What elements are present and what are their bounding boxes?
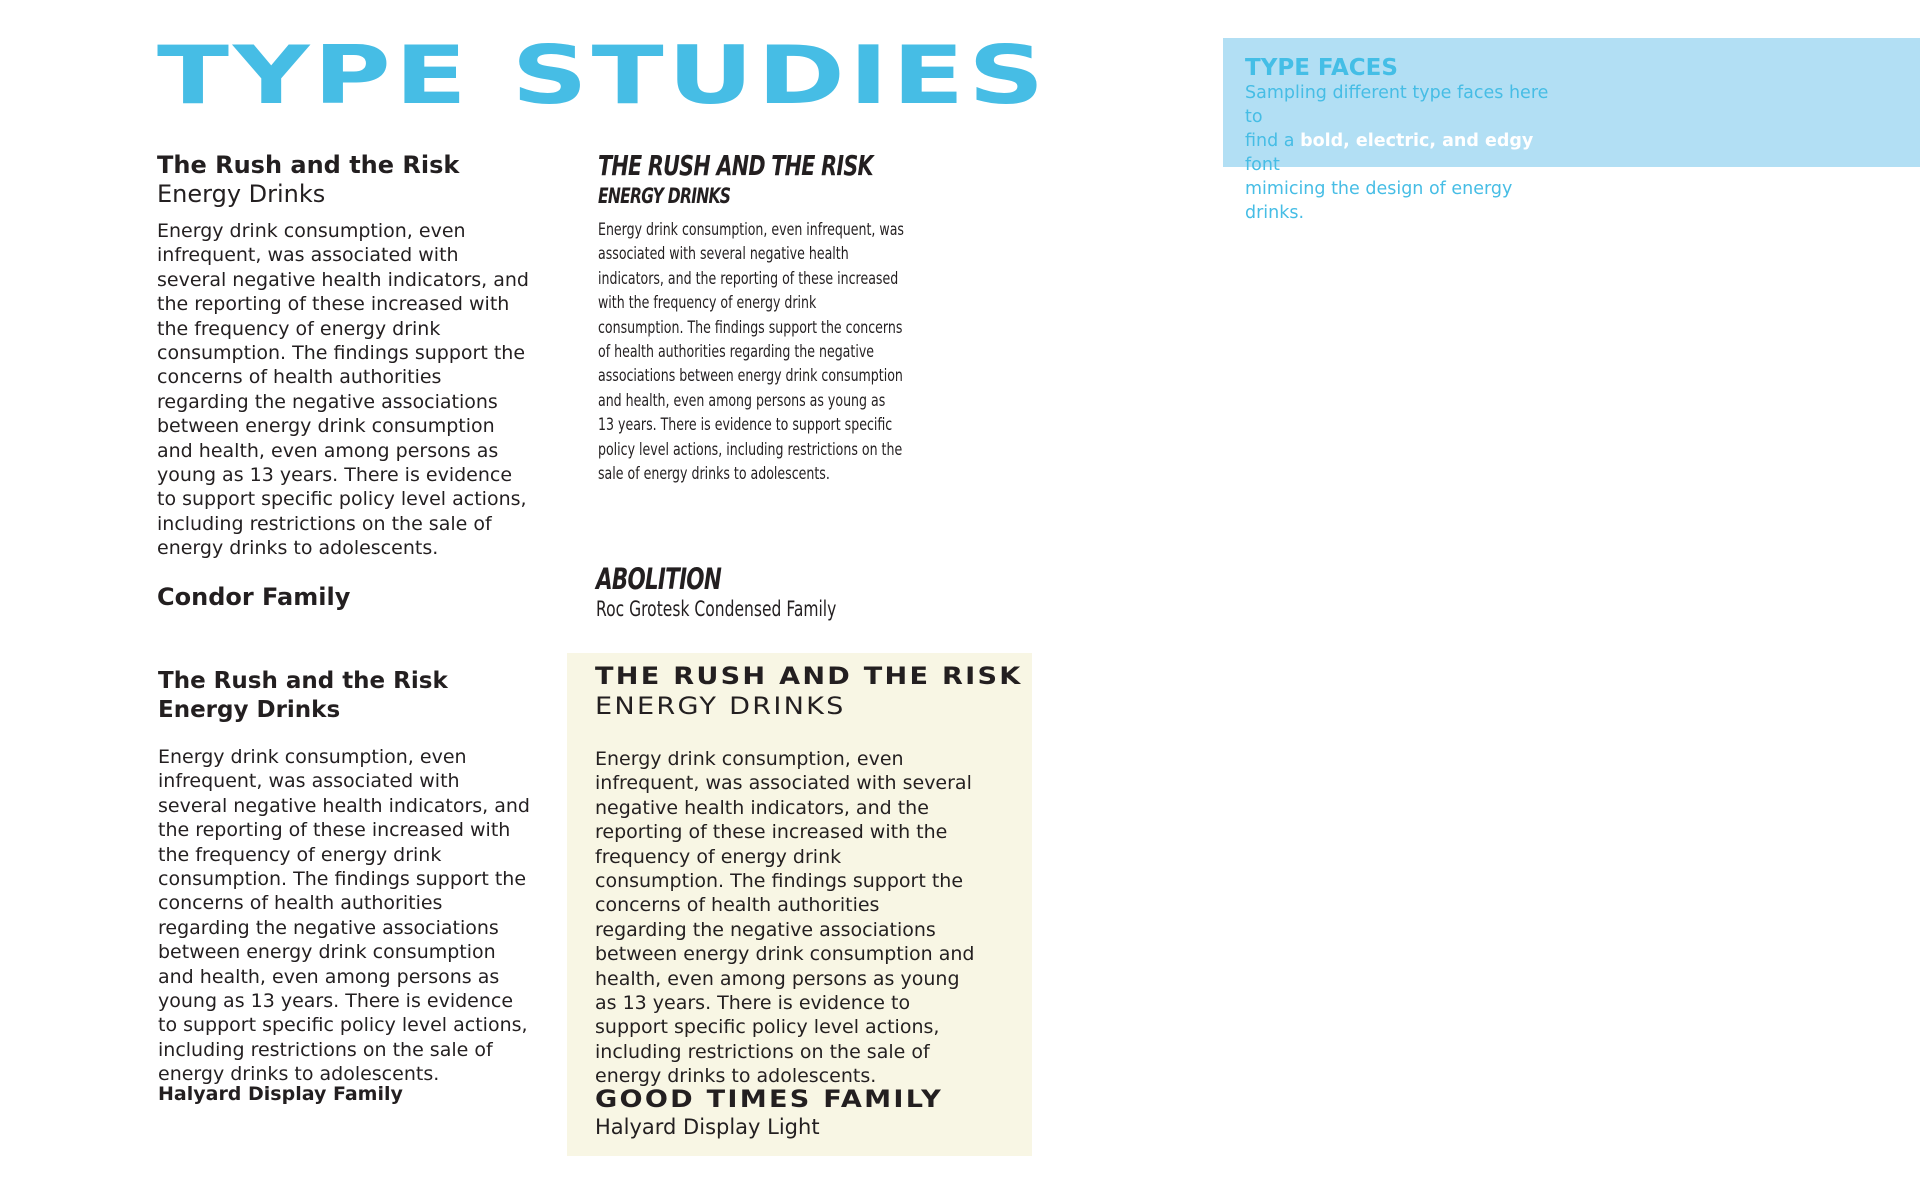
- halyard-body: Energy drink consumption, even infrequent, was associated with several negative health indicators, and the reporting of these increased with the frequency of energy drink consumption. The findings support the concerns of health authorities regarding the negative associations between energy drink consumption and health, even among persons as young as 13 years. There is evidence to support specific policy level actions, including restrictions on the sale of energy drinks to adolescents.: [158, 746, 530, 1086]
- halyard-heading: [158, 667, 530, 725]
- halyard-heading-title: The Rush and the Risk: [158, 668, 448, 694]
- note-line-1: Sampling different type faces here to: [1245, 83, 1549, 128]
- condor-heading-sub: Energy Drinks: [157, 180, 326, 208]
- abolition-sample: [598, 150, 905, 486]
- abolition-heading-sub: ENERGY DRINKS: [598, 184, 731, 208]
- halyard-sample: [158, 667, 530, 1087]
- abolition-family-sub: Roc Grotesk Condensed Family: [596, 597, 837, 621]
- abolition-heading-title: THE RUSH AND THE RISK: [598, 149, 873, 182]
- note-line-2-pre: find a: [1245, 131, 1301, 152]
- goodtimes-heading: [595, 661, 1024, 721]
- note-line-3: mimicing the design of energy drinks.: [1245, 179, 1513, 224]
- condor-heading-title: The Rush and the Risk: [157, 151, 460, 179]
- abolition-body: Energy drink consumption, even infrequent, was associated with several negative health indicators, and the reporting of these increased with the frequency of energy drink consumption. The findings support the concerns of health authorities regarding the negative associations between energy drink consumption and health, even among persons as young as 13 years. There is evidence to support specific policy level actions, including restrictions on the sale of energy drinks to adolescents.: [598, 220, 904, 485]
- condor-family-label: Condor Family: [157, 583, 351, 611]
- abolition-family: [596, 563, 836, 621]
- condor-body: Energy drink consumption, even infrequent, was associated with several negative health indicators, and the reporting of these increased with the frequency of energy drink consumption. The findings support the concerns of health authorities regarding the negative associations between energy drink consumption and health, even among persons as young as 13 years. There is evidence to support specific policy level actions, including restrictions on the sale of energy drinks to adolescents.: [157, 220, 529, 560]
- halyard-heading-sub: Energy Drinks: [158, 697, 341, 723]
- goodtimes-body: Energy drink consumption, even infrequent, was associated with several negative health indicators, and the reporting of these increased with the frequency of energy drink consumption. The findings support the concerns of health authorities regarding the negative associations between energy drink consumption and health, even among persons as young as 13 years. There is evidence to support specific policy level actions, including restrictions on the sale of energy drinks to adolescents.: [595, 748, 975, 1088]
- condor-sample: [157, 151, 529, 561]
- note-heading: TYPE FACES: [1245, 55, 1398, 81]
- condor-heading: [157, 151, 529, 209]
- abolition-family-label: ABOLITION: [596, 562, 722, 596]
- goodtimes-family-sub: Halyard Display Light: [595, 1115, 820, 1139]
- abolition-heading: [598, 150, 905, 210]
- note-emphasis: bold, electric, and edgy: [1300, 131, 1534, 152]
- note-text: [1245, 81, 1565, 225]
- goodtimes-sample: [595, 661, 1023, 1089]
- page-title: TYPE STUDIES: [157, 29, 1049, 122]
- type-faces-note: [1223, 38, 1920, 224]
- halyard-family-label: Halyard Display Family: [158, 1083, 403, 1105]
- goodtimes-heading-title: THE RUSH AND THE RISK: [595, 662, 1023, 690]
- note-line-2-post: font: [1245, 155, 1280, 176]
- goodtimes-family: [595, 1085, 944, 1139]
- goodtimes-heading-sub: ENERGY DRINKS: [595, 692, 846, 720]
- goodtimes-family-label: GOOD TIMES FAMILY: [595, 1085, 944, 1113]
